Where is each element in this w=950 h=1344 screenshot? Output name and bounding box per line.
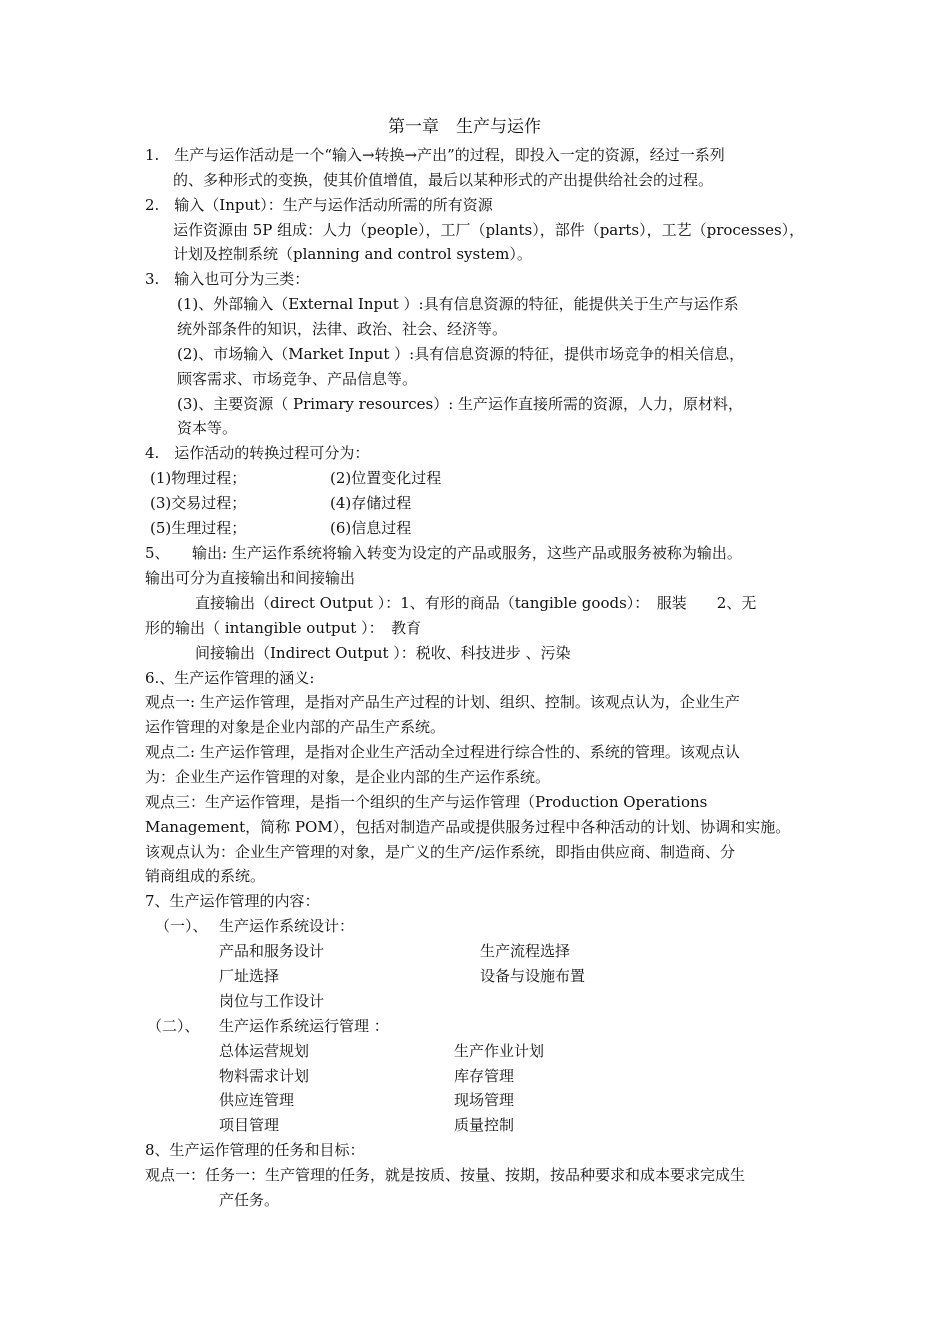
s4-item: (5)生理过程； — [150, 519, 247, 537]
s5-line-2: 输出可分为直接输出和间接输出 — [145, 569, 356, 587]
s7-part-2-number: （二）、 — [147, 1017, 200, 1035]
s7-part-1-title: 生产运作系统设计： — [219, 917, 355, 935]
s5-line-1: 5、 输出: 生产运作系统将输入转变为设定的产品或服务，这些产品或服务被称为输出。 — [145, 544, 742, 562]
s6-view-3-line-4: 销商组成的系统。 — [145, 867, 266, 885]
s4-item: (2)位置变化过程 — [330, 469, 442, 487]
s3-item-3-line-2: 资本等。 — [177, 419, 238, 437]
s7-part-1-number: （一）、 — [155, 917, 208, 935]
s1-line-1: 1. 生产与运作活动是一个“输入→转换→产出”的过程，即投入一定的资源，经过一系列 — [145, 146, 725, 164]
s8-line-2: 产任务。 — [219, 1191, 280, 1209]
s7-part-2-item: 总体运营规划 — [219, 1042, 310, 1060]
s7-heading: 7、生产运作管理的内容： — [145, 892, 320, 910]
s8-heading: 8、生产运作管理的任务和目标： — [145, 1141, 365, 1159]
s2-line-2: 运作资源由 5P 组成：人力（people），工厂（plants），部件（parts），工艺（processes）， — [173, 221, 805, 239]
s5-line-4: 形的输出（ intangible output ）： 教育 — [145, 619, 422, 637]
s3-item-2-line-2: 顾客需求、市场竞争、产品信息等。 — [177, 370, 418, 388]
s4-item: (3)交易过程； — [150, 494, 247, 512]
s6-view-1-line-2: 运作管理的对象是企业内部的产品生产系统。 — [145, 718, 446, 736]
s7-part-2-item: 物料需求计划 — [219, 1067, 310, 1085]
s6-view-3-line-1: 观点三：生产运作管理，是指一个组织的生产与运作管理（Production Operations — [145, 793, 708, 811]
s7-part-2-item: 项目管理 — [219, 1116, 280, 1134]
s6-view-2-line-2: 为：企业生产运作管理的对象，是企业内部的生产运作系统。 — [145, 768, 551, 786]
s7-part-2-item: 生产作业计划 — [454, 1042, 545, 1060]
s7-part-2-title: 生产运作系统运行管理 ： — [219, 1017, 389, 1035]
s7-part-2-item: 库存管理 — [454, 1067, 515, 1085]
s4-item: (4)存储过程 — [330, 494, 412, 512]
s6-view-1-line-1: 观点一: 生产运作管理，是指对产品生产过程的计划、组织、控制。该观点认为，企业生产 — [145, 693, 740, 711]
s3-item-3-line-1: (3)、主要资源（ Primary resources）: 生产运作直接所需的资源，人力，原材料， — [177, 395, 744, 413]
s5-line-5: 间接输出（Indirect Output ）：税收、科技进步 、污染 — [195, 644, 571, 662]
s7-part-2-item: 供应连管理 — [219, 1091, 295, 1109]
s3-heading: 3. 输入也可分为三类： — [145, 270, 310, 288]
s2-line-1: 2. 输入（Input）：生产与运作活动所需的所有资源 — [145, 196, 493, 214]
s7-part-1-item: 产品和服务设计 — [219, 942, 325, 960]
s3-item-2-line-1: (2)、市场输入（Market Input ）:具有信息资源的特征，提供市场竞争的相关信息， — [177, 345, 745, 363]
s6-view-3-line-3: 该观点认为：企业生产管理的对象，是广义的生产/运作系统，即指由供应商、制造商、分 — [145, 843, 736, 861]
s2-line-3: 计划及控制系统（planning and control system）。 — [173, 245, 532, 263]
s4-item: (6)信息过程 — [330, 519, 412, 537]
s3-item-1-line-1: (1)、外部输入（External Input ）:具有信息资源的特征，能提供关于生产与运作系 — [177, 295, 739, 313]
s7-part-1-item: 岗位与工作设计 — [219, 992, 325, 1010]
chapter-title: 第一章 生产与运作 — [388, 117, 541, 137]
s6-view-3-line-2: Management，简称 POM），包括对制造产品或提供服务过程中各种活动的计划、协调和实施。 — [145, 818, 791, 836]
s7-part-1-item: 设备与设施布置 — [480, 967, 586, 985]
s4-item: (1)物理过程； — [150, 469, 247, 487]
s7-part-2-item: 现场管理 — [454, 1091, 515, 1109]
s7-part-2-item: 质量控制 — [454, 1116, 515, 1134]
s4-heading: 4. 运作活动的转换过程可分为： — [145, 444, 370, 462]
s3-item-1-line-2: 统外部条件的知识，法律、政治、社会、经济等。 — [177, 320, 508, 338]
s6-view-2-line-1: 观点二: 生产运作管理，是指对企业生产活动全过程进行综合性的、系统的管理。该观点认 — [145, 743, 740, 761]
s8-line-1: 观点一：任务一：生产管理的任务，就是按质、按量、按期，按品种要求和成本要求完成生 — [145, 1166, 746, 1184]
s6-heading: 6.、生产运作管理的涵义: — [145, 669, 315, 687]
s7-part-1-item: 厂址选择 — [219, 967, 280, 985]
s7-part-1-item: 生产流程选择 — [480, 942, 571, 960]
s1-line-2: 的、多种形式的变换，使其价值增值，最后以某种形式的产出提供给社会的过程。 — [173, 171, 714, 189]
s5-line-3: 直接输出（direct Output ）：1、有形的商品（tangible goods）： 服装 2、无 — [195, 594, 757, 612]
